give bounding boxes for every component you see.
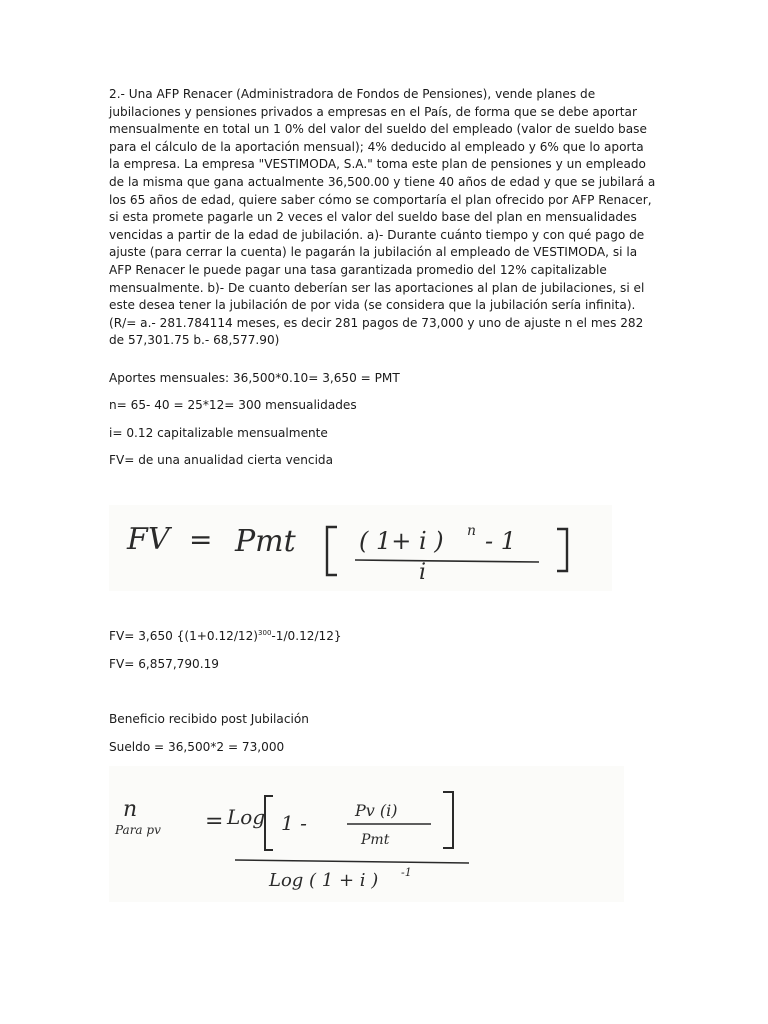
formula1-exponent: n [467,523,477,539]
formula1-left-bracket [327,527,337,575]
formula1-fraction-bar [355,560,539,562]
fv-description: FV= de una anualidad cierta vencida [109,453,334,467]
formula2-right-bracket [443,792,453,848]
formula1-lhs: FV [127,522,170,557]
beneficio-heading: Beneficio recibido post Jubilación [109,712,309,726]
fv-formula-image [109,505,612,591]
formula1-pmt: Pmt [235,524,296,559]
formula2-pmt: Pmt [361,832,390,848]
formula1-eq: = [189,523,213,556]
formula2-eq: = [205,809,224,834]
formula2-one-minus: 1 - [281,811,307,835]
formula2-left-bracket [265,796,273,850]
i-line: i= 0.12 capitalizable mensualmente [109,426,328,440]
formula1-denominator: i [419,560,427,585]
fv-result: FV= 6,857,790.19 [109,657,219,671]
formula2-log: Log [227,805,266,829]
formula2-pvi: Pv (i) [355,801,398,820]
fv-calculation: FV= 3,650 $\{(1+0.12/12)^{300}-1/0.12/12\}$ [109,628,342,643]
formula2-main-bar [235,860,469,863]
sueldo-line: Sueldo = 36,500*2 = 73,000 [109,740,285,754]
n-line: n= 65- 40 = 25*12= 300 mensualidades [109,398,357,412]
formula2-n: n [123,797,138,822]
formula2-den-exp: -1 [401,866,412,879]
formula2-den: Log ( 1 + i ) [269,870,379,891]
problem-statement: 2.- Una AFP Renacer (Administradora de Fondos de Pensiones), vende planes de jubilaciones y pensiones privados a empresas en el País, de forma que se debe aportar mensualmente en total un 1 0% del valor del sueldo del empleado (valor de sueldo base para el cálculo de la aportación mensual); 4% deducido al empleado y 6% que lo aporta la empresa. La empresa "VESTIMODA, S.A." toma este plan de pensiones y un empleado de la misma que gana actualmente 36,500.00 y tiene 40 años de edad y que se jubilará a los 65 años de edad, quiere saber cómo se comportaría el plan ofrecido por AFP Renacer, si esta promete pagarle un 2 veces el valor del sueldo base del plan en mensualidades vencidas a partir de la edad de jubilación. a)- Durante cuánto tiempo y con qué pago de ajuste (para cerrar la cuenta) le pagarán la jubilación al empleado de VESTIMODA, si la AFP Renacer le puede pagar una tasa garantizada promedio del 12% capitalizable mensualmente. b)- De cuanto deberían ser las aportaciones al plan de jubilaciones, si el este desea tener la jubilación de por vida (se considera que la jubilación sería infinita). (R/= a.- 281.784114 meses, es decir 281 pagos de 73,000 y uno de ajuste n el mes 282 de 57,301.75 b.- 68,577.90) [109,87,656,348]
n-formula-image [109,766,624,902]
aportes-line: Aportes mensuales: 36,500*0.10= 3,650 = PMT [109,371,400,385]
formula1-right-bracket [557,529,567,571]
formula1-minus-one: - 1 [485,527,517,555]
formula2-para-pv: Para pv [115,823,161,837]
formula1-numerator: ( 1+ i ) [359,527,444,555]
